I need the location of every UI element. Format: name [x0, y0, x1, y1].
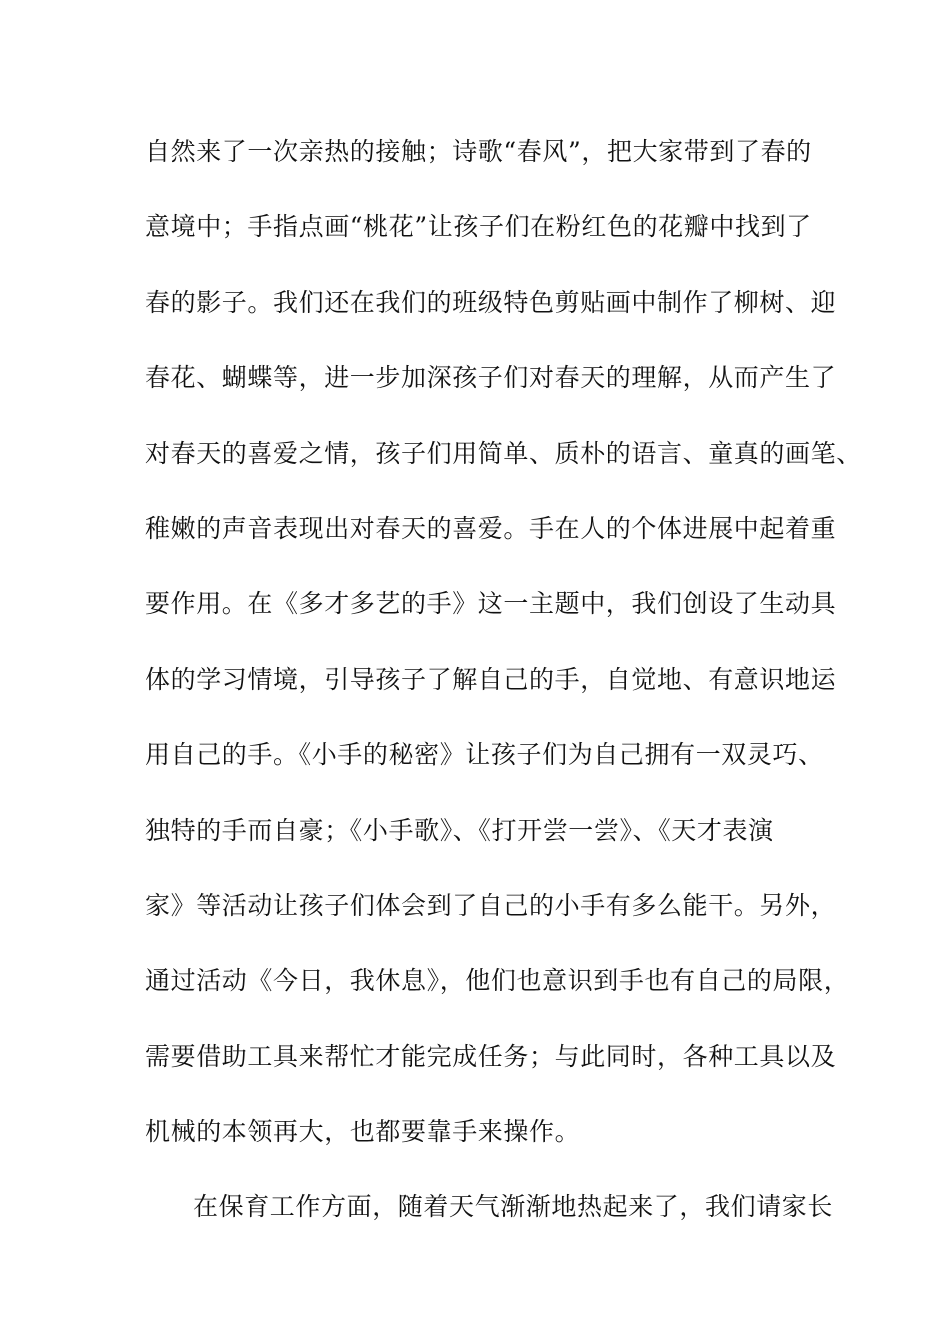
body-text: [145, 130, 862, 1261]
text-line: 自然来了一次亲热的接触；诗歌“春风”，把大家带到了春的: [145, 137, 812, 166]
text-line: 体的学习情境，引导孩子了解自己的手，自觉地、有意识地运: [145, 664, 837, 694]
text-line: 春的影子。我们还在我们的班级特色剪贴画中制作了柳树、迎: [145, 287, 837, 317]
text-line: 通过活动《今日，我休息》，他们也意识到手也有自己的局限，: [145, 966, 850, 996]
text-line: 家》等活动让孩子们体会到了自己的小手有多么能干。另外，: [145, 890, 837, 920]
text-line: 用自己的手。《小手的秘密》让孩子们为自己拥有一双灵巧、: [145, 740, 824, 770]
text-line: 春花、蝴蝶等，进一步加深孩子们对春天的理解，从而产生了: [145, 363, 837, 393]
text-line: 机械的本领再大，也都要靠手来操作。: [145, 1117, 581, 1147]
text-line: 需要借助工具来帮忙才能完成任务；与此同时，各种工具以及: [145, 1041, 837, 1071]
text-line: 稚嫩的声音表现出对春天的喜爱。手在人的个体进展中起着重: [145, 513, 837, 543]
text-line: 对春天的喜爱之情，孩子们用简单、质朴的语言、童真的画笔、: [145, 438, 862, 468]
text-line: 意境中；手指点画“桃花”让孩子们在粉红色的花瓣中找到了: [145, 212, 812, 242]
text-line: 独特的手而自豪；《小手歌》、《打开尝一尝》、《天才表演: [145, 815, 774, 845]
text-line: 要作用。在《多才多艺的手》这一主题中，我们创设了生动具: [145, 589, 837, 619]
paragraph-start-line: 在保育工作方面，随着天气渐渐地热起来了，我们请家长: [193, 1192, 834, 1222]
